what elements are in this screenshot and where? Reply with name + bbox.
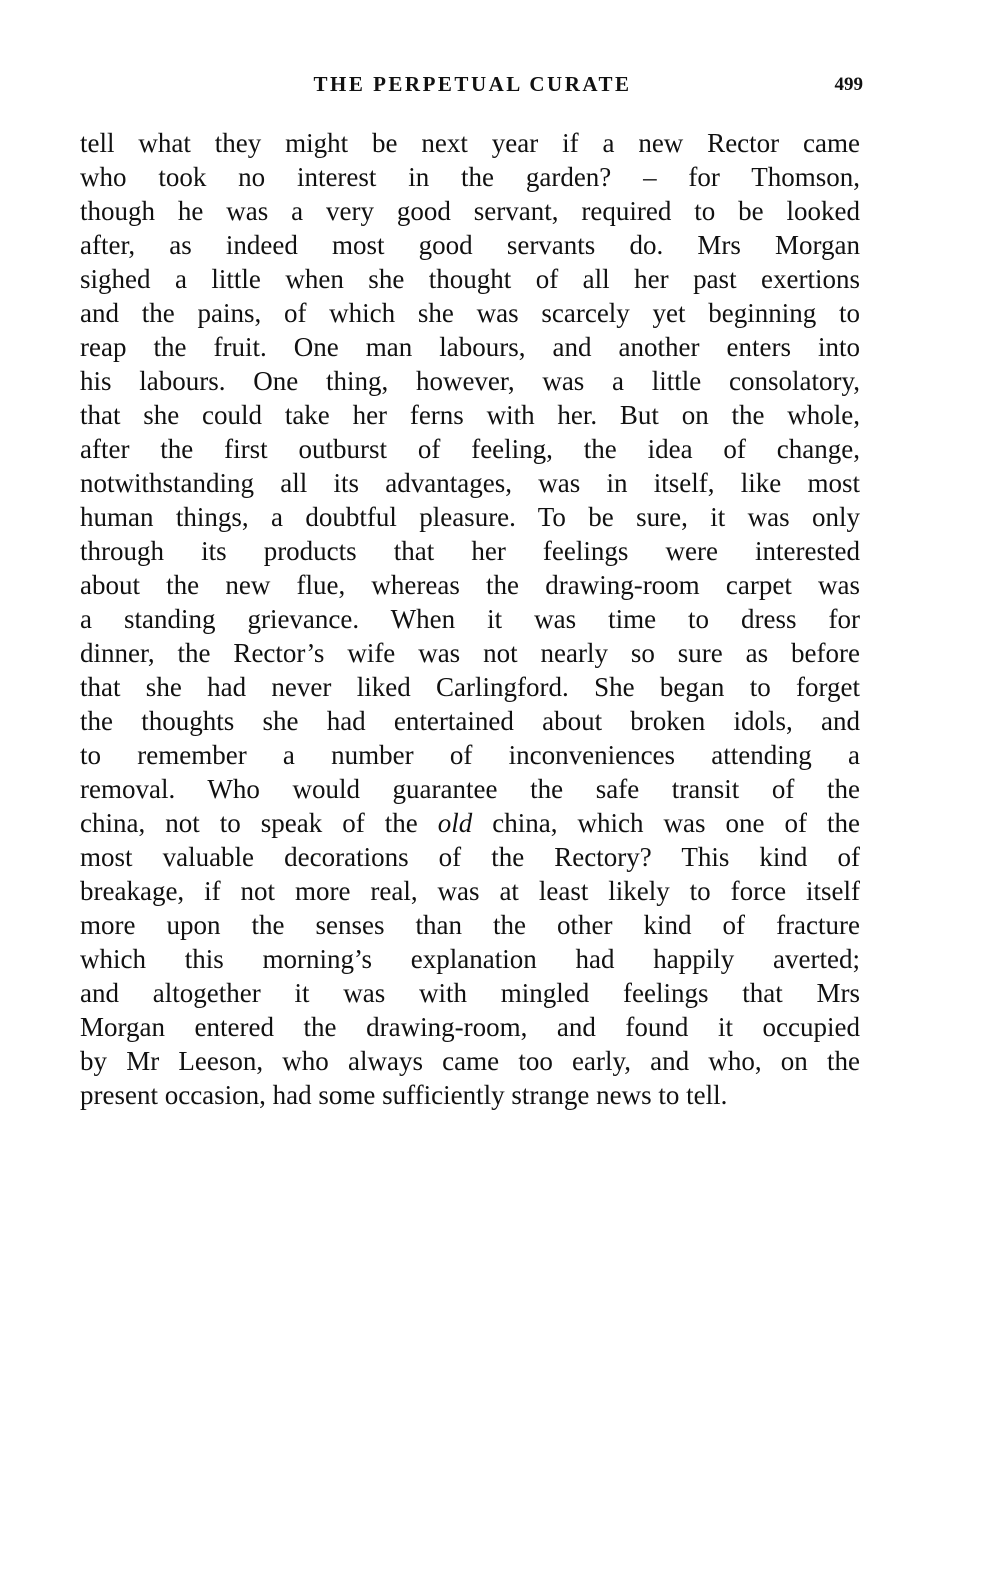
text-line: who took no interest in the garden? – for Thomson, <box>80 162 860 192</box>
text-line: reap the fruit. One man labours, and another enters into <box>80 332 860 362</box>
text-line-last: present occasion, had some sufficiently strange news to tell. <box>80 1080 728 1110</box>
text-line: a standing grievance. When it was time to dress for <box>80 604 860 634</box>
text-line: that she had never liked Carlingford. She began to forget <box>80 672 860 702</box>
text-segment: china, which was one of the <box>472 808 860 838</box>
text-segment: china, not to speak of the <box>80 808 438 838</box>
text-line: to remember a number of inconveniences attending a <box>80 740 860 770</box>
text-line: removal. Who would guarantee the safe transit of the <box>80 774 860 804</box>
body-text <box>80 126 860 1112</box>
italic-word: old <box>437 808 473 838</box>
text-line: his labours. One thing, however, was a little consolatory, <box>80 366 860 396</box>
text-line: after the first outburst of feeling, the idea of change, <box>80 434 860 464</box>
text-line: by Mr Leeson, who always came too early, and who, on the <box>80 1046 860 1076</box>
text-line: notwithstanding all its advantages, was in itself, like most <box>80 468 860 498</box>
text-line-with-italic <box>80 806 860 840</box>
text-line: tell what they might be next year if a new Rector came <box>80 128 860 158</box>
text-line: Morgan entered the drawing-room, and found it occupied <box>80 1012 860 1042</box>
text-line: dinner, the Rector’s wife was not nearly so sure as before <box>80 638 860 668</box>
text-line: human things, a doubtful pleasure. To be sure, it was only <box>80 502 860 532</box>
text-line: about the new flue, whereas the drawing-room carpet was <box>80 570 860 600</box>
text-line: which this morning’s explanation had happily averted; <box>80 944 860 974</box>
text-line: the thoughts she had entertained about broken idols, and <box>80 706 860 736</box>
running-head <box>80 72 865 102</box>
text-line: after, as indeed most good servants do. Mrs Morgan <box>80 230 860 260</box>
text-line: though he was a very good servant, required to be looked <box>80 196 860 226</box>
text-line: most valuable decorations of the Rectory? This kind of <box>80 842 860 872</box>
text-line: through its products that her feelings were interested <box>80 536 860 566</box>
text-line: and the pains, of which she was scarcely yet beginning to <box>80 298 860 328</box>
text-line: breakage, if not more real, was at least likely to force itself <box>80 876 860 906</box>
text-line: and altogether it was with mingled feelings that Mrs <box>80 978 860 1008</box>
page-number: 499 <box>834 74 863 95</box>
text-line: sighed a little when she thought of all her past exertions <box>80 264 860 294</box>
text-line: that she could take her ferns with her. But on the whole, <box>80 400 860 430</box>
running-title: THE PERPETUAL CURATE <box>313 72 632 96</box>
text-line: more upon the senses than the other kind of fracture <box>80 910 860 940</box>
